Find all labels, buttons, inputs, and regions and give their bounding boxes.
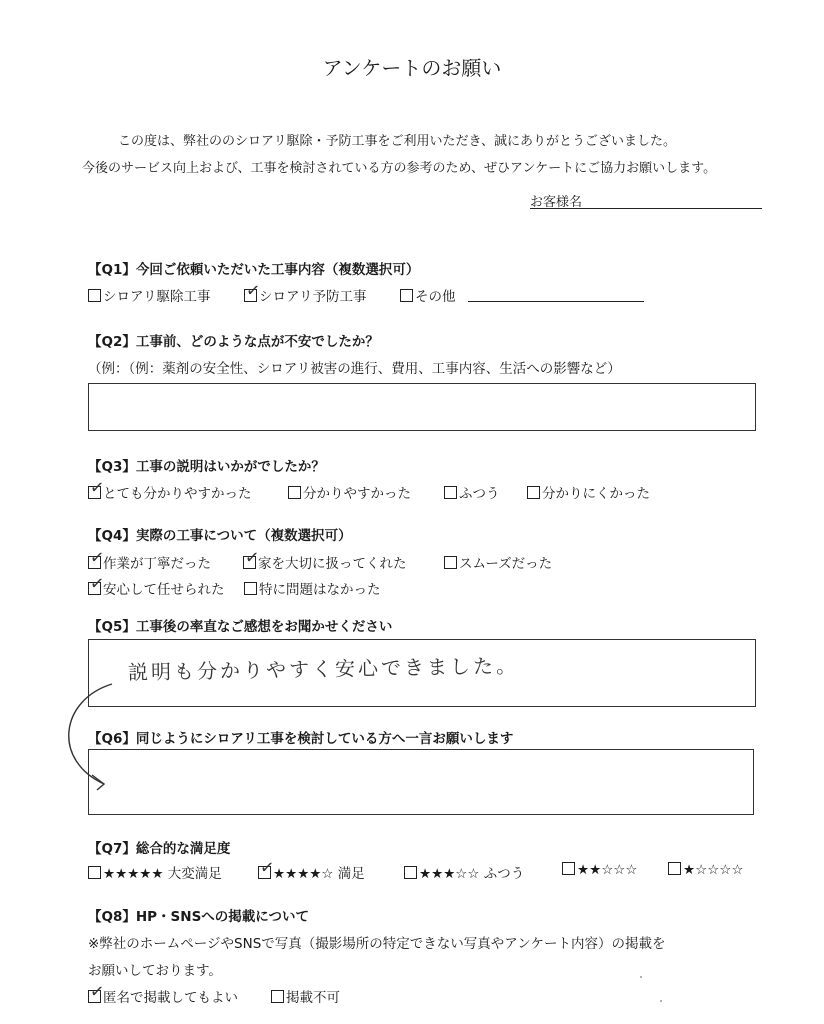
page-title: アンケートのお願い (322, 56, 502, 80)
option-label: その他 (415, 289, 456, 305)
option-label: 分かりやすかった (303, 486, 411, 502)
check-mark-icon: ✓ (88, 547, 106, 569)
option-label: ★★★★★ 大変満足 (103, 866, 222, 882)
q7-option-4-stars[interactable] (258, 857, 365, 882)
checkbox-checked[interactable] (88, 981, 106, 1003)
checkbox[interactable] (668, 862, 681, 875)
q7-label: 【Q7】総合的な満足度 (88, 841, 231, 857)
checkbox[interactable] (271, 990, 284, 1003)
checkbox-checked[interactable] (258, 857, 276, 879)
check-mark-icon: ✓ (244, 280, 262, 302)
option-label: 作業が丁寧だった (103, 556, 211, 572)
intro-line-1: この度は、弊社ののシロアリ駆除・予防工事をご利用いただき、誠にありがとうございました。 (118, 134, 676, 149)
option-label: ★★☆☆☆ (577, 862, 638, 878)
q4-label: 【Q4】実際の工事について（複数選択可） (88, 528, 352, 544)
q6-label: 【Q6】同じようにシロアリ工事を検討している方へ一言お願いします (88, 731, 514, 747)
q8-option-anonymous[interactable] (88, 981, 238, 1006)
checkbox[interactable] (562, 862, 575, 875)
q8-option-not-allowed[interactable] (271, 986, 340, 1006)
option-label: シロアリ駆除工事 (103, 289, 211, 305)
option-label: ★★★★☆ 満足 (273, 866, 365, 882)
q2-example: （例：（例：薬剤の安全性、シロアリ被害の進行、費用、工事内容、生活への影響など） (88, 361, 621, 377)
option-label: ★☆☆☆☆ (683, 862, 744, 878)
q1-label: 【Q1】今回ご依頼いただいた工事内容（複数選択可） (88, 262, 420, 278)
option-label: ★★★☆☆ ふつう (419, 866, 525, 882)
option-label: 匿名で掲載してもよい (103, 990, 238, 1006)
q7-option-3-stars[interactable] (404, 862, 524, 882)
option-label: 掲載不可 (286, 990, 340, 1006)
q7-option-2-stars[interactable] (562, 862, 638, 878)
customer-name-label: お客様名 (530, 195, 583, 210)
q5-handwritten-answer: 説明も分かりやすく安心できました。 (127, 653, 520, 685)
option-label: 特に問題はなかった (259, 582, 381, 598)
option-label: シロアリ予防工事 (259, 289, 367, 305)
q7-option-1-star[interactable] (668, 862, 744, 878)
check-mark-icon: ✓ (88, 573, 106, 595)
scan-speck (660, 1000, 662, 1002)
q7-option-5-stars[interactable] (88, 862, 222, 882)
q8-note-line-1: ※弊社のホームページやSNSで写真（撮影場所の特定できない写真やアンケート内容）の掲載を (88, 936, 666, 952)
option-label: 家を大切に扱ってくれた (258, 556, 407, 572)
checkbox[interactable] (88, 866, 101, 879)
q3-label: 【Q3】工事の説明はいかがでしたか？ (88, 459, 325, 475)
check-mark-icon: ✓ (258, 857, 276, 879)
q8-note-line-2: お願いしております。 (88, 963, 222, 979)
checkbox[interactable] (404, 866, 417, 879)
check-mark-icon: ✓ (88, 981, 106, 1003)
check-mark-icon: ✓ (88, 477, 106, 499)
intro-line-2: 今後のサービス向上および、工事を検討されている方の参考のため、ぜひアンケートにご協力お願いします。 (82, 161, 717, 176)
option-label: とても分かりやすかった (103, 486, 252, 502)
q5-label: 【Q5】工事後の率直なご感想をお聞かせください (88, 619, 393, 635)
option-label: ふつう (459, 486, 500, 502)
option-label: 安心して任せられた (103, 582, 225, 598)
option-label: 分かりにくかった (542, 486, 650, 502)
scan-speck (640, 976, 642, 978)
option-label: スムーズだった (459, 556, 553, 572)
check-mark-icon: ✓ (243, 547, 261, 569)
q2-label: 【Q2】工事前、どのような点が不安でしたか？ (88, 334, 379, 350)
q8-label: 【Q8】HP・SNSへの掲載について (88, 909, 310, 925)
